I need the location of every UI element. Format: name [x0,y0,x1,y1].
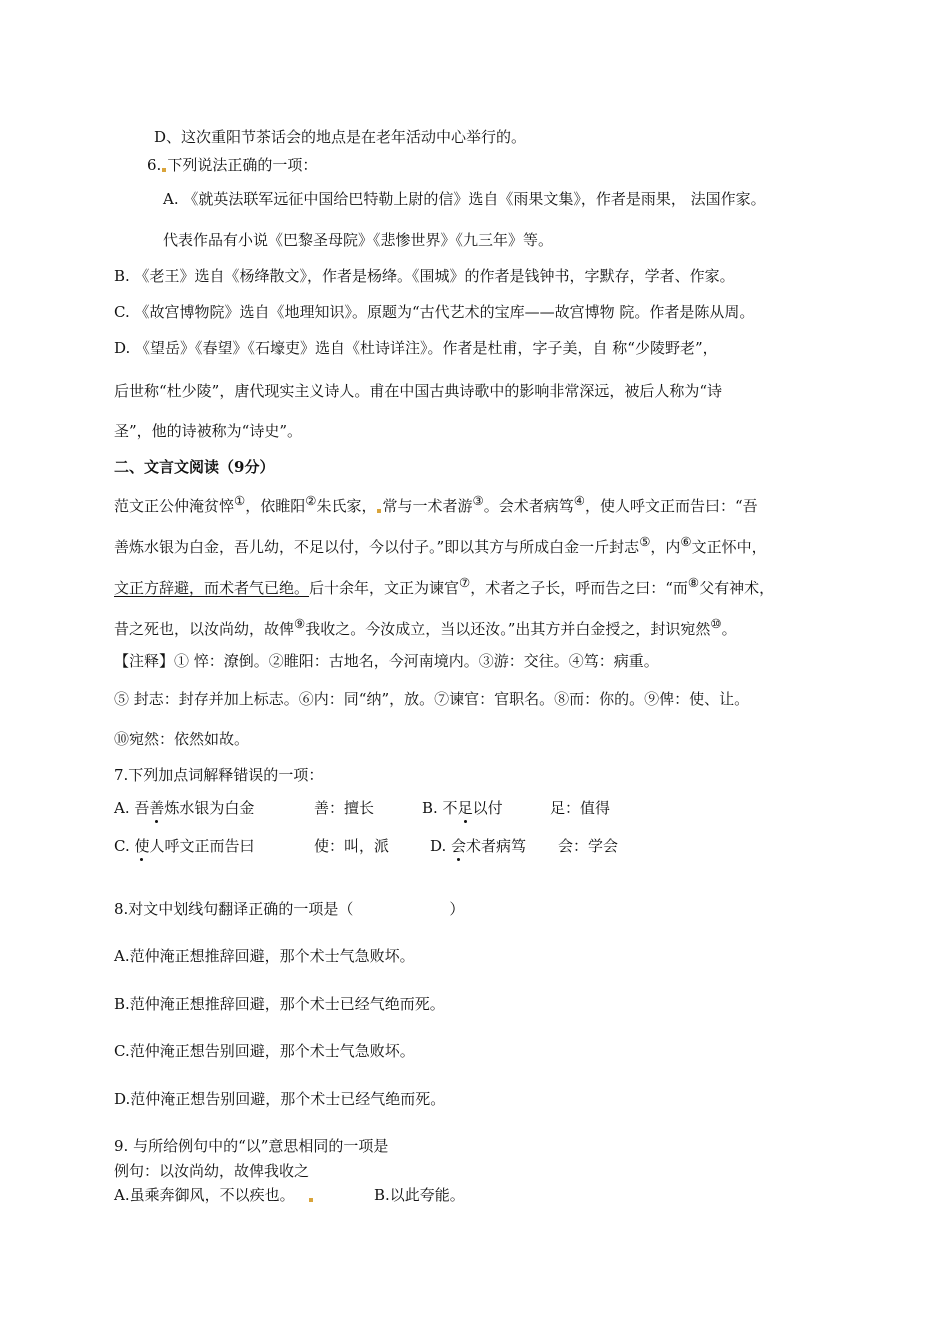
question-9: 9. 与所给例句中的“以”意思相同的一项是 [114,1137,389,1155]
passage-text: 后十余年，文正为谏官 [309,579,460,597]
passage-text: 。 [721,620,737,638]
question-6-text: 下列说法正确的一项： [167,156,318,174]
passage-text: 昔之死也，以汝尚幼，故俾 [114,620,295,638]
mark-icon [377,509,381,513]
q7-option-c [114,836,255,856]
q9-option-a [114,1185,314,1205]
passage-line-1 [114,491,758,516]
question-6 [147,155,317,175]
passage-text: 范文正公仲淹贫悴 [114,497,235,515]
footnote-ref: ④ [573,493,585,508]
passage-text: 。会术者病笃 [483,497,574,515]
q6-option-b: B. 《老王》选自《杨绛散文》，作者是杨绛。《围城》的作者是钱钟书，字默存，学者、作家。 [114,267,735,285]
q9-option-b: B.以此夸能。 [374,1186,465,1204]
q6-option-d-line1: D. 《望岳》《春望》《石壕吏》选自《杜诗详注》。作者是杜甫，字子美，自 称“少陵野老”， [114,339,718,357]
dotted-word: 会 [451,837,467,855]
dotted-word: 善 [149,799,165,817]
q6-option-a-line1: A. 《就英法联军远征中国给巴特勒上尉的信》选自《雨果文集》，作者是雨果， 法国作家。 [163,190,766,208]
q8-option-b: B.范仲淹正想推辞回避，那个术士已经气绝而死。 [114,995,445,1013]
q8-option-a: A.范仲淹正想推辞回避，那个术士气急败坏。 [114,947,415,965]
passage-text: 善炼水银为白金，吾儿幼，不足以付，今以付子。”即以其方与所成白金一斤封志 [114,538,640,556]
passage-text: ，使人呼文正而告曰：“吾 [584,497,758,515]
q6-option-a-line2: 代表作品有小说《巴黎圣母院》《悲惨世界》《九三年》等。 [163,231,554,249]
question-8-close: ） [449,900,465,918]
question-8 [114,899,464,919]
passage-line-4 [114,614,737,639]
passage-text: 文正怀中， [691,538,767,556]
passage-line-2 [114,532,767,557]
option-text: A.虽乘奔御风，不以疾也。 [114,1186,295,1204]
passage-text: ，术者之子长，呼而告之曰：“而 [470,579,688,597]
footnote-ref: ⑧ [687,575,700,590]
q6-option-d-line3: 圣”，他的诗被称为“诗史”。 [114,422,303,440]
q7-option-d [430,836,526,856]
option-label: C. [114,837,135,855]
passage-text: 我收之。今汝成立，当以还汝。”出其方并白金授之，封识宛然 [305,620,711,638]
passage-line-3 [114,573,774,598]
footnote-ref: ⑥ [680,534,692,549]
q8-option-c: C.范仲淹正想告别回避，那个术士气急败坏。 [114,1042,415,1060]
passage-text: 常与一术者游 [382,497,473,515]
mark-icon [309,1198,313,1202]
question-8-text: 8.对文中划线句翻译正确的一项是（ [114,900,354,918]
passage-text: ，依睢阳 [245,497,306,515]
q7-option-c-explanation: 使：叫，派 [314,837,390,855]
dotted-word: 使 [134,837,150,855]
annotation-line-3: ⑩宛然：依然如故。 [114,730,250,748]
option-label: B. 不 [422,799,458,817]
underlined-sentence: 文正方辞避，而术者气已绝。 [114,579,310,597]
option-text: 术者病笃 [466,837,527,855]
q7-option-a [114,798,254,818]
option-text: 以付 [472,799,503,817]
footnote-ref: ⑩ [710,616,722,631]
mark-icon [162,168,166,172]
option-text: 炼水银为白金 [164,799,255,817]
q8-option-d: D.范仲淹正想告别回避，那个术士已经气绝而死。 [114,1090,446,1108]
passage-text: 父有神术， [699,579,775,597]
option-text: 人呼文正而告曰 [149,837,255,855]
footnote-ref: ② [305,493,317,508]
footnote-ref: ① [234,493,246,508]
option-label: A. 吾 [114,799,150,817]
footnote-ref: ③ [472,493,484,508]
footnote-ref: ⑨ [294,616,306,631]
q7-option-b-explanation: 足：值得 [550,799,611,817]
section-2-heading: 二、文言文阅读（9分） [114,458,275,476]
option-d-previous: D、这次重阳节茶话会的地点是在老年活动中心举行的。 [154,128,527,146]
passage-text: ，内 [650,538,681,556]
annotation-line-1: 【注释】① 悴：潦倒。②睢阳：古地名，今河南境内。③游：交往。④笃：病重。 [114,652,659,670]
passage-text: 朱氏家， [316,497,377,515]
dotted-word: 足 [457,799,473,817]
option-label: D. [430,837,452,855]
footnote-ref: ⑦ [459,575,471,590]
q9-example: 例句：以汝尚幼，故俾我收之 [114,1162,310,1180]
q6-option-d-line2: 后世称“杜少陵”，唐代现实主义诗人。甫在中国古典诗歌中的影响非常深远，被后人称为“诗 [114,382,723,400]
question-7: 7.下列加点词解释错误的一项： [114,766,324,784]
footnote-ref: ⑤ [639,534,651,549]
question-6-number: 6. [147,156,162,174]
q7-option-d-explanation: 会：学会 [558,837,619,855]
q7-option-a-explanation: 善：擅长 [314,799,375,817]
q6-option-c: C. 《故宫博物院》选自《地理知识》。原题为“古代艺术的宝库——故宫博物 院。作者是陈从周。 [114,303,755,321]
annotation-line-2: ⑤ 封志：封存并加上标志。⑥内：同“纳”，放。⑦谏官：官职名。⑧而：你的。⑨俾：使、让。 [114,690,750,708]
q7-option-b [422,798,503,818]
